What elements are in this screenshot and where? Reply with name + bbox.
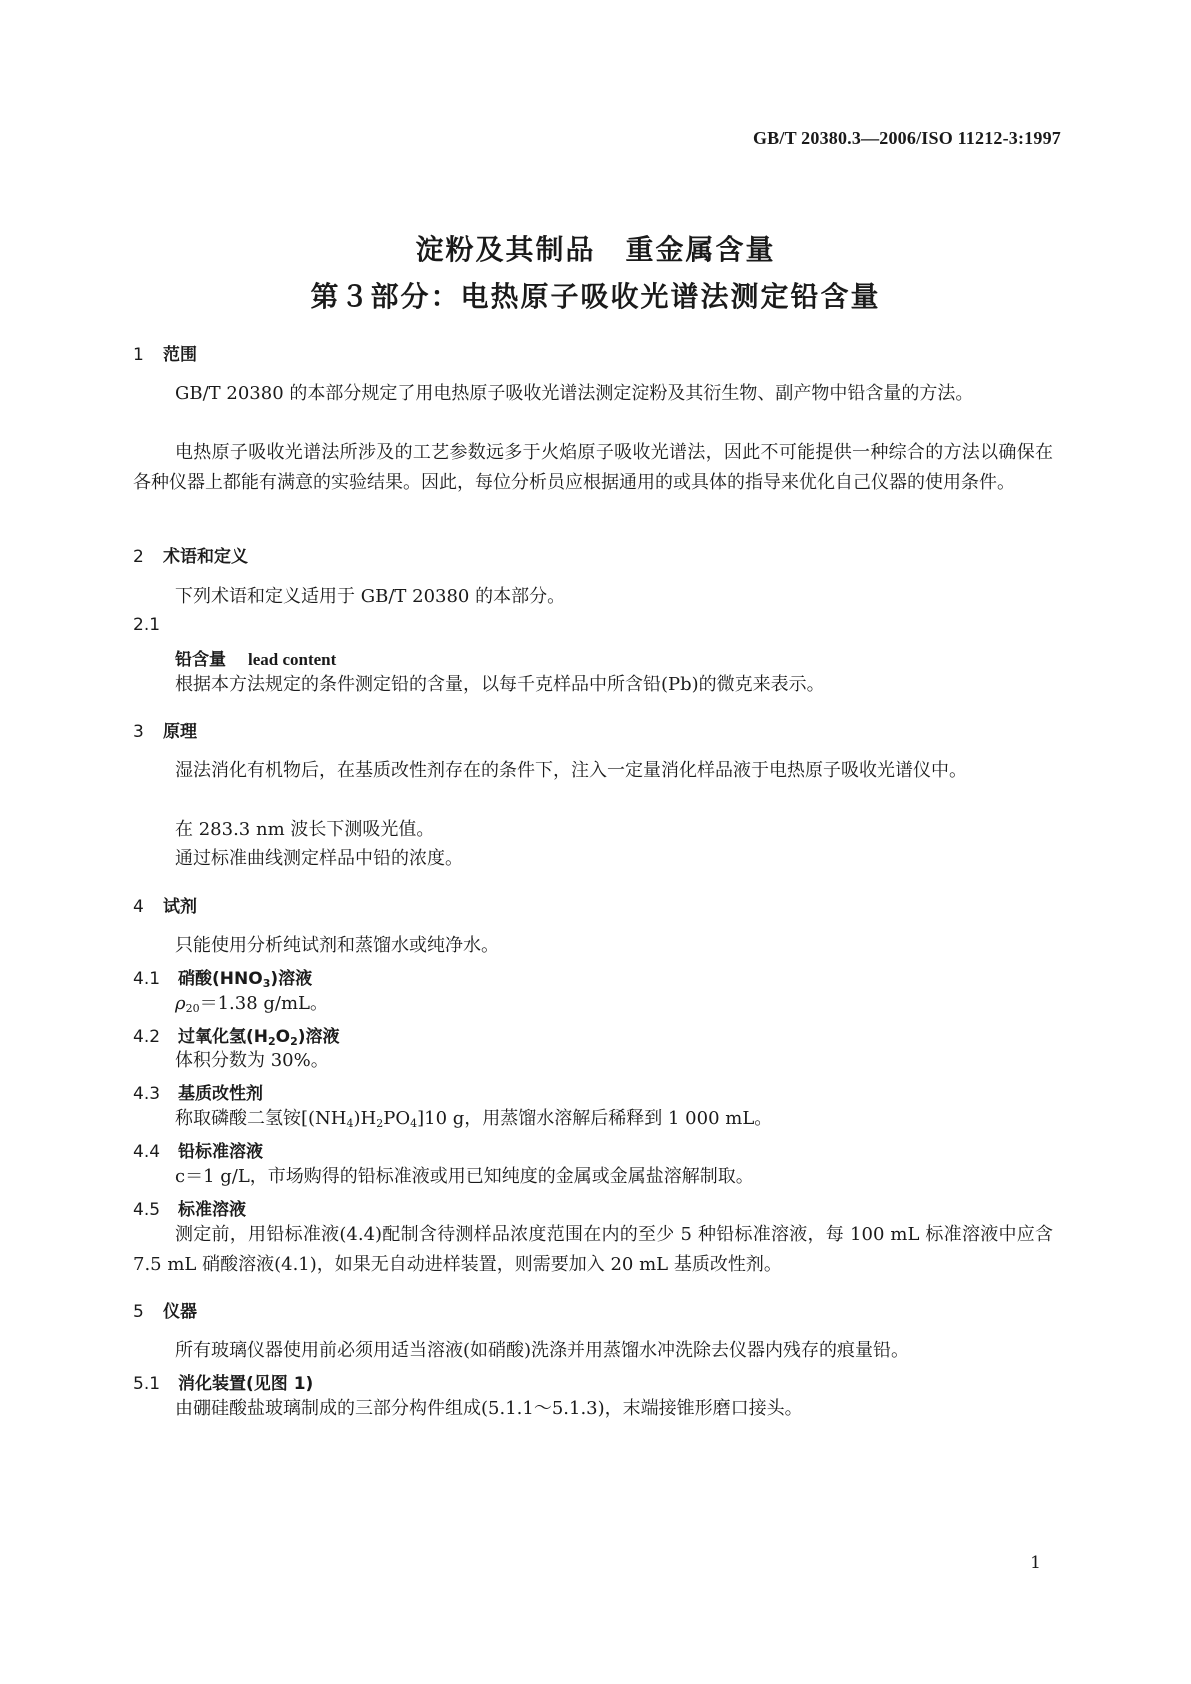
standard-code: GB/T 20380.3—2006/ISO 11212-3:1997 [752, 128, 1061, 148]
term-chinese: 铅含量 [175, 650, 226, 670]
subsection-number: 5.1 [133, 1374, 161, 1394]
principle-paragraph-1: 湿法消化有机物后，在基质改性剂存在的条件下，注入一定量消化样品液于电热原子吸收光谱仪中。 [175, 760, 967, 781]
principle-paragraph-3: 通过标准曲线测定样品中铅的浓度。 [175, 848, 463, 869]
section-number: 5 [133, 1302, 144, 1322]
section-heading-terms [133, 542, 248, 567]
subsection-4-4 [133, 1137, 263, 1162]
hydrogen-peroxide-text: 体积分数为 30%。 [175, 1050, 329, 1071]
section-heading-principle [133, 717, 197, 742]
section-title: 试剂 [163, 897, 197, 917]
subsection-label: 标准溶液 [178, 1200, 246, 1220]
apparatus-paragraph: 所有玻璃仪器使用前必须用适当溶液(如硝酸)洗涤并用蒸馏水冲洗除去仪器内残存的痕量铅。 [175, 1340, 910, 1361]
section-title: 原理 [163, 722, 197, 742]
document-title-line1: 淀粉及其制品 重金属含量 [415, 233, 776, 266]
subsection-4-3 [133, 1079, 263, 1104]
reagents-paragraph: 只能使用分析纯试剂和蒸馏水或纯净水。 [175, 935, 499, 956]
subsection-number: 4.3 [133, 1084, 161, 1104]
subsection-5-1 [133, 1369, 313, 1394]
terms-paragraph: 下列术语和定义适用于 GB/T 20380 的本部分。 [175, 586, 566, 607]
section-title: 仪器 [163, 1302, 197, 1322]
subsection-label: 硝酸$(HNO_3)$溶液 [178, 969, 313, 990]
section-number: 4 [133, 897, 144, 917]
section-heading-scope [133, 340, 197, 365]
principle-paragraph-2: 在 283.3 nm 波长下测吸光值。 [175, 819, 435, 840]
subsection-4-1 [133, 964, 312, 990]
section-number: 3 [133, 722, 144, 742]
section-heading-reagents [133, 892, 197, 917]
subsection-label: 过氧化氢$(H_2O_2)$溶液 [178, 1027, 340, 1048]
subsection-number: 4.5 [133, 1200, 161, 1220]
subsection-number: 4.1 [133, 969, 161, 989]
subsection-label: 基质改性剂 [178, 1084, 263, 1104]
document-title-line2: 第３部分：电热原子吸收光谱法测定铅含量 [310, 280, 881, 313]
standard-solution-text: 测定前，用铅标准液(4.4)配制含待测样品浓度范围在内的至少 5 种铅标准溶液，每 100 mL 标准溶液中应含 7.5 mL 硝酸溶液(4.1)，如果无自动进样装置，则需要加入 20 mL 基质改性剂。 [133, 1224, 1053, 1275]
subsection-label: 消化装置(见图 1) [178, 1374, 314, 1394]
subsection-4-5 [133, 1195, 246, 1220]
digestion-apparatus-text: 由硼硅酸盐玻璃制成的三部分构件组成(5.1.1～5.1.3)，末端接锥形磨口接头。 [175, 1398, 803, 1419]
section-title: 范围 [163, 345, 197, 365]
nitric-acid-density: $\rho_{20}=1.38$ g/mL。 [175, 993, 329, 1015]
section-heading-apparatus [133, 1297, 197, 1322]
term-lead-content [175, 645, 336, 670]
subsection-label: 铅标准溶液 [178, 1142, 263, 1162]
scope-paragraph-2: 电热原子吸收光谱法所涉及的工艺参数远多于火焰原子吸收光谱法，因此不可能提供一种综合的方法以确保在各种仪器上都能有满意的实验结果。因此，每位分析员应根据通用的或具体的指导来优化自己仪器的使用条件。 [133, 442, 1053, 493]
section-number: 1 [133, 345, 144, 365]
subsection-number-2-1: 2.1 [133, 615, 161, 635]
section-title: 术语和定义 [163, 547, 248, 567]
term-definition: 根据本方法规定的条件测定铅的含量，以每千克样品中所含铅(Pb)的微克来表示。 [175, 674, 825, 695]
subsection-number: 4.2 [133, 1027, 161, 1047]
lead-standard-text: c＝1 g/L，市场购得的铅标准液或用已知纯度的金属或金属盐溶解制取。 [175, 1166, 754, 1187]
scope-paragraph-1: GB/T 20380 的本部分规定了用电热原子吸收光谱法测定淀粉及其衍生物、副产物中铅含量的方法。 [175, 383, 974, 404]
subsection-number: 4.4 [133, 1142, 161, 1162]
subsection-4-2 [133, 1022, 340, 1048]
page-number: 1 [1030, 1553, 1041, 1573]
matrix-modifier-text: 称取磷酸二氢铵$[(NH_4)H_2PO_4]10$ g，用蒸馏水溶解后稀释到 1 000 mL。 [175, 1108, 773, 1130]
section-number: 2 [133, 547, 144, 567]
term-english: lead content [248, 650, 337, 669]
